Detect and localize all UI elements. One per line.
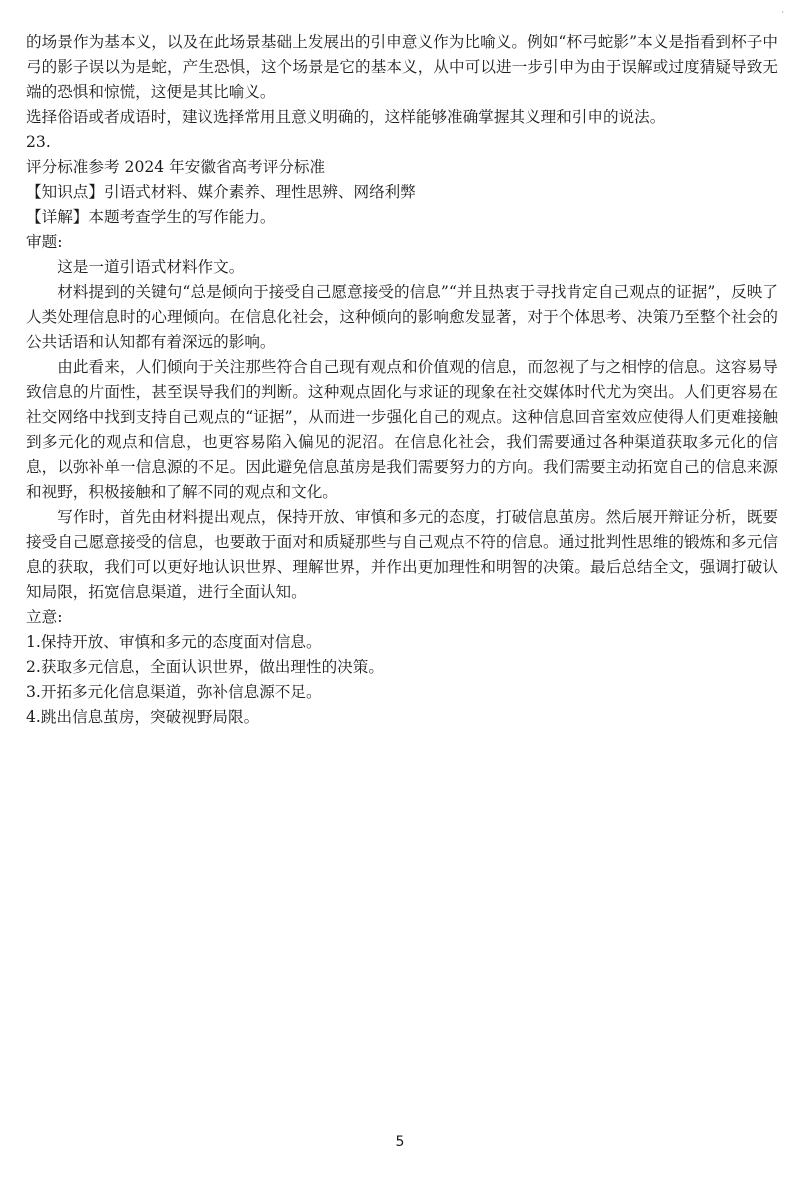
document-body <box>26 30 778 730</box>
section-label-shenti: 审题: <box>26 233 63 251</box>
analysis-paragraph: 由此看来，人们倾向于关注那些符合自己现有观点和价值观的信息，而忽视了与之相悖的信息。这容易导致信息的片面性，甚至误导我们的判断。这种观点固化与求证的现象在社交媒体时代尤为突出。人们更容易在社交网络中找到支持自己观点的“证据”，从而进一步强化自己的观点。这种信息回音室效应使得人们更难接触到多元化的观点和信息，也更容易陷入偏见的泥沼。在信息化社会，我们需要通过各种渠道获取多元化的信息，以弥补单一信息源的不足。因此避免信息茧房是我们需要努力的方向。我们需要主动拓宽自己的信息来源和视野，积极接触和了解不同的观点和文化。 <box>26 358 778 501</box>
page-number: 5 <box>395 1134 405 1150</box>
liyi-list-item: 3.开拓多元化信息渠道，弥补信息源不足。 <box>26 683 322 701</box>
analysis-paragraph: 写作时，首先由材料提出观点，保持开放、审慎和多元的态度，打破信息茧房。然后展开辩证分析，既要接受自己愿意接受的信息，也要敢于面对和质疑那些与自己观点不符的信息。通过批判性思维的锻炼和多元信息的获取，我们可以更好地认识世界、理解世界，并作出更加理性和明智的决策。最后总结全文，强调打破认知局限，拓宽信息渠道，进行全面认知。 <box>26 508 778 601</box>
scoring-standard: 评分标准参考 2024 年安徽省高考评分标准 <box>26 158 326 176</box>
section-label-liyi: 立意: <box>26 608 63 626</box>
intro-paragraph: 的场景作为基本义，以及在此场景基础上发展出的引申意义作为比喻义。例如“杯弓蛇影”本义是指看到杯子中弓的影子误以为是蛇，产生恐惧，这个场景是它的基本义，从中可以进一步引申为由于误解或过度猜疑导致无端的恐惧和惊慌，这便是其比喻义。 <box>26 33 778 101</box>
liyi-list-item: 1.保持开放、审慎和多元的态度面对信息。 <box>26 633 322 651</box>
analysis-paragraph: 材料提到的关键句“总是倾向于接受自己愿意接受的信息”“并且热衷于寻找肯定自己观点的证据”，反映了人类处理信息时的心理倾向。在信息化社会，这种倾向的影响愈发显著，对于个体思考、决策乃至整个社会的公共话语和认知都有着深远的影响。 <box>26 283 778 351</box>
question-number: 23. <box>26 133 51 151</box>
analysis-paragraph: 这是一道引语式材料作文。 <box>57 258 245 276</box>
detail-explanation: 【详解】本题考查学生的写作能力。 <box>26 208 276 226</box>
corner-mark: · <box>781 8 784 17</box>
knowledge-points: 【知识点】引语式材料、媒介素养、理性思辨、网络利弊 <box>26 183 416 201</box>
intro-advice: 选择俗语或者成语时，建议选择常用且意义明确的，这样能够准确掌握其义理和引申的说法。 <box>26 108 666 126</box>
liyi-list-item: 2.获取多元信息，全面认识世界，做出理性的决策。 <box>26 658 384 676</box>
liyi-list-item: 4.跳出信息茧房，突破视野局限。 <box>26 708 260 726</box>
